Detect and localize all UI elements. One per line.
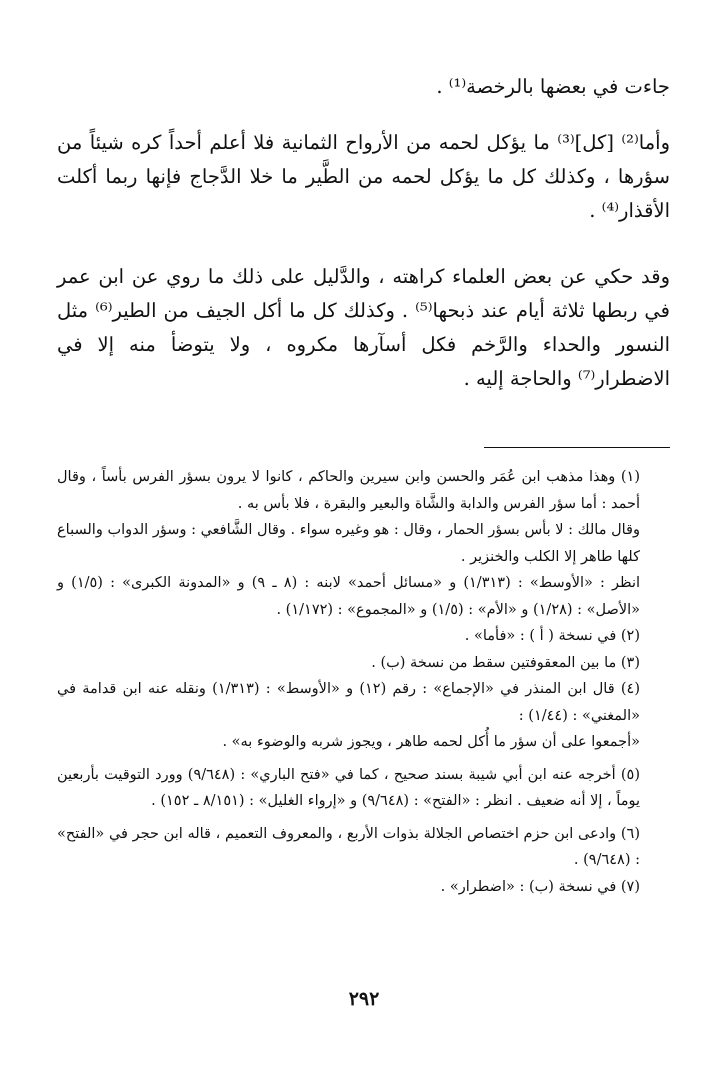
footnote-1a: (١) وهذا مذهب ابن عُمَر والحسن وابن سيرين والحاكم ، كانوا لا يرون بسؤر الفرس بأساً ، وقال أحمد : أما سؤر الفرس والدابة والشَّاة والبعير والبقرة ، فلا بأس به . xyxy=(57,469,640,512)
footnote-1c: انظر : «الأوسط» : (١/٣١٣) و «مسائل أحمد» لابنه : (٨ ـ ٩) و «المدونة الكبرى» : (١/٥) و «الأصل» : (١/٢٨) و «الأم» : (١/٥) و «المجموع» : (١/١٧٢) . xyxy=(57,575,641,618)
footnote-6: (٦) وادعى ابن حزم اختصاص الجلالة بذوات الأربع ، والمعروف التعميم ، قاله ابن حجر في «الفتح» : (٩/٦٤٨) . xyxy=(57,825,640,868)
footnote-3: (٣) ما بين المعقوفتين سقط من نسخة (ب) . xyxy=(371,654,640,671)
footnote-7: (٧) في نسخة (ب) : «اضطرار» . xyxy=(440,878,640,895)
footnote-1b: وقال مالك : لا بأس بسؤر الحمار ، وقال : هو وغيره سواء . وقال الشَّافعي : وسؤر الدواب والسباع كلها طاهر إلا الكلب والخنزير . xyxy=(57,522,640,565)
main-paragraph-2 xyxy=(57,126,670,228)
footnote-5: (٥) أخرجه عنه ابن أبي شيبة بسند صحيح ، كما في «فتح الباري» : (٩/٦٤٨) وورد التوقيت بأربعين يوماً ، إلا أنه ضعيف . انظر : «الفتح» : (٩/٦٤٨) و «إرواء الغليل» : (٨/١٥١ ـ ١٥٢) . xyxy=(57,766,640,809)
main-paragraph-1 xyxy=(57,70,670,104)
footnote-2: (٢) في نسخة ( أ ) : «فأما» . xyxy=(464,628,640,644)
footnotes xyxy=(57,464,670,900)
main-text-3: وقد حكي عن بعض العلماء كراهته ، والدَّليل على ذلك ما روي عن ابن عمر في ربطها ثلاثة أيام عند ذبحها⁽⁵⁾ . وكذلك كل ما أكل الجيف من الطير⁽⁶⁾ مثل النسور والحداء والرَّخم فكل أسآرها مكروه ، ولا يتوضأ منه إلا في الاضطرار⁽⁷⁾ والحاجة إليه . xyxy=(57,265,670,390)
page-number: ٢٩٢ xyxy=(348,988,380,1010)
footnote-4b: «أجمعوا على أن سؤر ما أُكل لحمه طاهر ، ويجوز شربه والوضوء به» . xyxy=(222,734,640,750)
main-text-1: جاءت في بعضها بالرخصة⁽¹⁾ . xyxy=(436,75,670,98)
main-text-2: وأما⁽²⁾ [كل]⁽³⁾ ما يؤكل لحمه من الأرواح الثمانية فلا أعلم أحداً كره شيئاً من سؤرها ، وكذلك كل ما يؤكل لحمه من الطَّير ما خلا الدَّجاج فإنها ربما أكلت الأقذار⁽⁴⁾ . xyxy=(57,131,670,222)
main-paragraph-3 xyxy=(57,260,670,396)
footnote-separator xyxy=(484,447,670,448)
footnote-4a: (٤) قال ابن المنذر في «الإجماع» : رقم (١٢) و «الأوسط» : (١/٣١٣) ونقله عنه ابن قدامة في «المغني» : (١/٤٤) : xyxy=(57,681,640,724)
